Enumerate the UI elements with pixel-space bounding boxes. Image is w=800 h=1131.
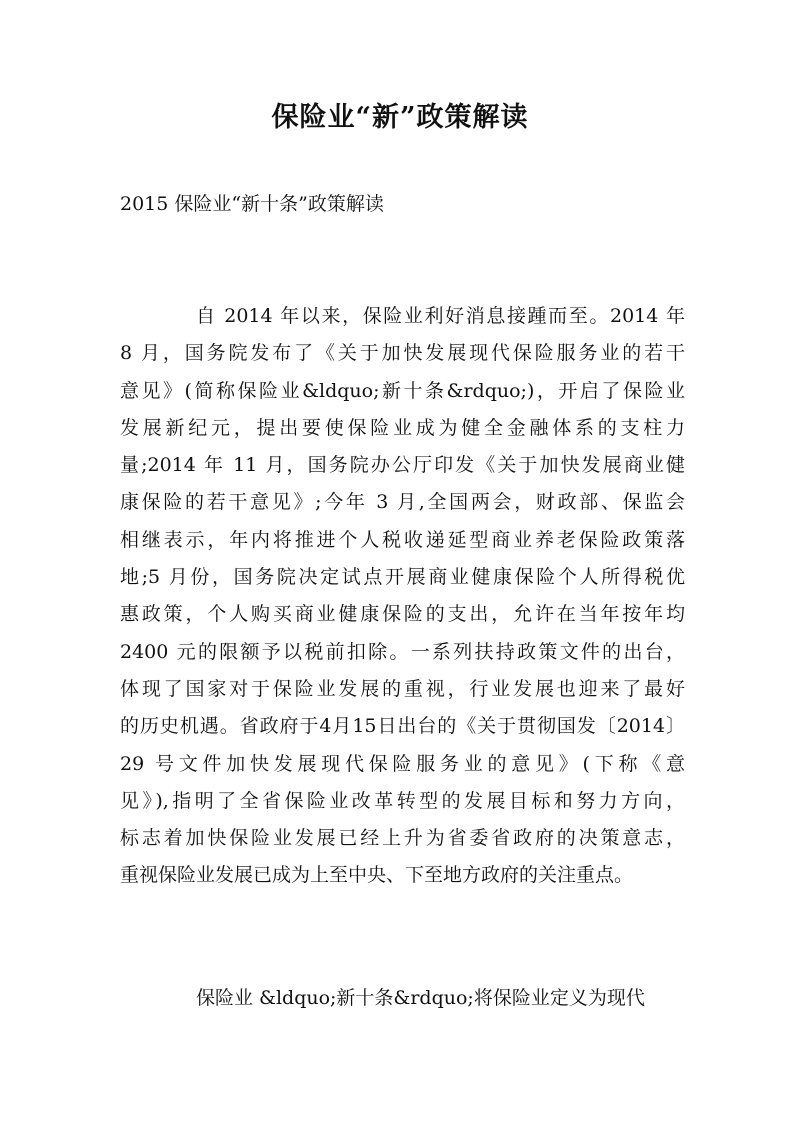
paragraph-line: 意见》(简称保险业&ldquo;新十条&rdquo;)，开启了保险业 (120, 379, 685, 402)
paragraph-1 (120, 298, 685, 895)
paragraph-line: 发展新纪元，提出要使保险业成为健全金融体系的支柱力 (120, 416, 685, 439)
paragraph-line: 地;5 月份，国务院决定试点开展商业健康保险个人所得税优 (120, 566, 685, 589)
paragraph-line: 自 2014 年以来，保险业利好消息接踵而至。2014 年 (196, 305, 685, 327)
document-subtitle: 2015 保险业“新十条”政策解读 (120, 193, 384, 215)
paragraph-line: 重视保险业发展已成为上至中央、下至地方政府的关注重点。 (120, 864, 634, 887)
paragraph-line: 见》),指明了全省保险业改革转型的发展目标和努力方向， (120, 789, 685, 812)
paragraph-line: 标志着加快保险业发展已经上升为省委省政府的决策意志， (120, 827, 685, 850)
paragraph-line: 8 月，国务院发布了《关于加快发展现代保险服务业的若干 (120, 342, 685, 365)
paragraph-line: 保险业 &ldquo;新十条&rdquo;将保险业定义为现代 (196, 987, 645, 1009)
paragraph-line: 相继表示，年内将推进个人税收递延型商业养老保险政策落 (120, 528, 685, 551)
paragraph-line: 量;2014 年 11 月，国务院办公厅印发《关于加快发展商业健 (120, 454, 685, 477)
paragraph-2 (120, 980, 685, 1017)
paragraph-line: 2400 元的限额予以税前扣除。一系列扶持政策文件的出台， (120, 640, 685, 663)
paragraph-line: 29 号文件加快发展现代保险服务业的意见》(下称《意 (120, 752, 685, 775)
paragraph-line: 康保险的若干意见》;今年 3 月,全国两会，财政部、保监会 (120, 491, 685, 514)
paragraph-line: 惠政策，个人购买商业健康保险的支出，允许在当年按年均 (120, 603, 685, 626)
paragraph-line: 的历史机遇。省政府于4月15日出台的《关于贯彻国发〔2014〕 (120, 715, 685, 738)
paragraph-line: 体现了国家对于保险业发展的重视，行业发展也迎来了最好 (120, 677, 685, 700)
document-title: 保险业“新”政策解读 (271, 102, 529, 133)
